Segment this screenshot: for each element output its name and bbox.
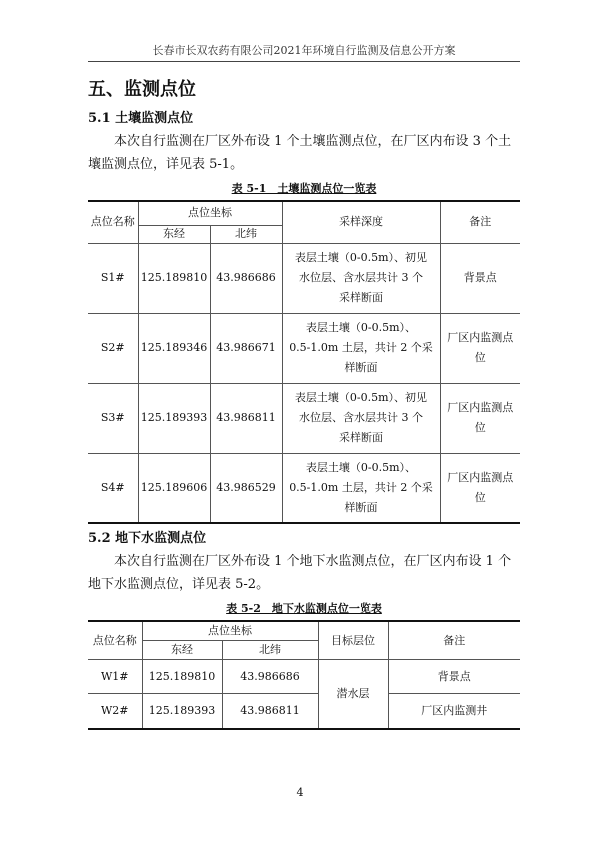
header-lon: 东经 bbox=[138, 225, 210, 243]
row-depth bbox=[282, 243, 440, 313]
cell-line: 厂区内监测点 bbox=[447, 331, 514, 344]
header-coord: 点位坐标 bbox=[142, 621, 318, 641]
cell-line: 表层土壤（0-0.5m）、 bbox=[305, 321, 417, 334]
row-lon: 125.189393 bbox=[138, 383, 210, 453]
page-content bbox=[88, 44, 520, 730]
table-row bbox=[88, 243, 520, 313]
cell-line: 采样断面 bbox=[339, 291, 383, 304]
cell-line: 水位层、含水层共计 3 个 bbox=[299, 271, 423, 284]
row-note bbox=[440, 453, 520, 523]
header-name: 点位名称 bbox=[88, 201, 138, 243]
cell-line: 表层土壤（0-0.5m）、初见 bbox=[294, 251, 428, 264]
row-depth bbox=[282, 453, 440, 523]
row-lat: 43.986529 bbox=[210, 453, 282, 523]
cell-line: 位 bbox=[474, 351, 486, 364]
cell-line: 样断面 bbox=[344, 500, 378, 514]
header-layer: 目标层位 bbox=[318, 621, 388, 660]
table-5-2-caption: 表 5-2 地下水监测点位一览表 bbox=[226, 602, 382, 615]
row-lon: 125.189346 bbox=[138, 313, 210, 383]
row-lat: 43.986811 bbox=[222, 694, 318, 729]
header-name: 点位名称 bbox=[88, 621, 142, 660]
header-note: 备注 bbox=[440, 201, 520, 243]
cell-line: 表层土壤（0-0.5m）、 bbox=[305, 460, 417, 474]
row-lat: 43.986686 bbox=[210, 243, 282, 313]
row-note bbox=[440, 313, 520, 383]
header-depth: 采样深度 bbox=[282, 201, 440, 243]
table-row bbox=[88, 453, 520, 523]
row-name: W2# bbox=[88, 694, 142, 729]
header-lat: 北纬 bbox=[210, 225, 282, 243]
cell-line: 0.5-1.0m 土层，共计 2 个采 bbox=[289, 480, 433, 494]
row-name: S2# bbox=[88, 313, 138, 383]
cell-line: 位 bbox=[474, 490, 486, 504]
row-depth bbox=[282, 383, 440, 453]
table-5-1-caption: 表 5-1 土壤监测点位一览表 bbox=[231, 182, 377, 195]
row-depth bbox=[282, 313, 440, 383]
row-note bbox=[440, 383, 520, 453]
row-name: S3# bbox=[88, 383, 138, 453]
section-title: 五、监测点位 bbox=[88, 79, 196, 100]
row-lat: 43.986811 bbox=[210, 383, 282, 453]
row-lon: 125.189393 bbox=[142, 694, 222, 729]
subsection-heading-5-1: 5.1 土壤监测点位 bbox=[88, 111, 194, 126]
groundwater-monitoring-table bbox=[88, 620, 520, 730]
row-name: W1# bbox=[88, 660, 142, 694]
paragraph-5-1: 本次自行监测在厂区外布设 1 个土壤监测点位，在厂区内布设 3 个土壤监测点位，详见表 5-1。 bbox=[88, 134, 512, 172]
row-note bbox=[440, 243, 520, 313]
table-row bbox=[88, 313, 520, 383]
subsection-heading-5-2: 5.2 地下水监测点位 bbox=[88, 531, 207, 546]
header-lon: 东经 bbox=[142, 641, 222, 660]
cell-line: 水位层、含水层共计 3 个 bbox=[299, 411, 423, 424]
row-note: 厂区内监测井 bbox=[388, 694, 520, 729]
table-row bbox=[88, 383, 520, 453]
page-number: 4 bbox=[296, 786, 304, 799]
row-lat: 43.986686 bbox=[222, 660, 318, 694]
cell-line: 厂区内监测点 bbox=[447, 401, 514, 414]
row-lon: 125.189606 bbox=[138, 453, 210, 523]
soil-monitoring-table bbox=[88, 200, 520, 524]
row-name: S1# bbox=[88, 243, 138, 313]
cell-line: 厂区内监测点 bbox=[447, 470, 514, 484]
cell-line: 表层土壤（0-0.5m）、初见 bbox=[294, 391, 428, 404]
cell-line: 背景点 bbox=[463, 271, 497, 284]
row-layer: 潜水层 bbox=[318, 660, 388, 729]
page-header: 长春市长双农药有限公司2021年环境自行监测及信息公开方案 bbox=[88, 44, 520, 62]
cell-line: 位 bbox=[474, 421, 486, 434]
cell-line: 样断面 bbox=[344, 361, 378, 374]
paragraph-5-2: 本次自行监测在厂区外布设 1 个地下水监测点位，在厂区内布设 1 个地下水监测点位，详见表 5-2。 bbox=[88, 554, 512, 592]
row-lat: 43.986671 bbox=[210, 313, 282, 383]
header-lat: 北纬 bbox=[222, 641, 318, 660]
row-name: S4# bbox=[88, 453, 138, 523]
cell-line: 0.5-1.0m 土层，共计 2 个采 bbox=[289, 341, 433, 354]
row-note: 背景点 bbox=[388, 660, 520, 694]
header-note: 备注 bbox=[388, 621, 520, 660]
row-lon: 125.189810 bbox=[142, 660, 222, 694]
cell-line: 采样断面 bbox=[339, 431, 383, 444]
row-lon: 125.189810 bbox=[138, 243, 210, 313]
header-coord: 点位坐标 bbox=[138, 201, 282, 225]
